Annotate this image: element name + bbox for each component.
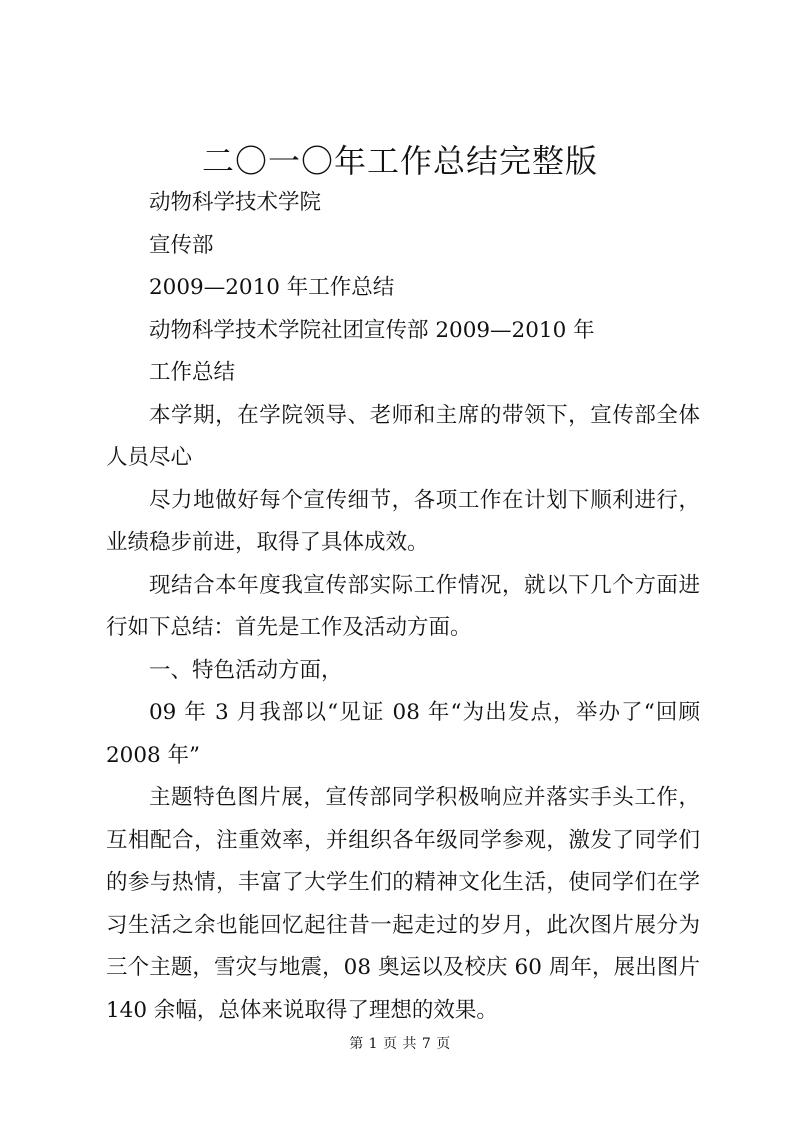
page-footer: 第 1 页 共 7 页: [349, 1036, 451, 1052]
paragraph-year-summary: 2009—2010 年工作总结: [149, 275, 395, 300]
paragraph-intro: 本学期，在学院领导、老师和主席的带领下，宣传部全体人员尽心: [106, 402, 700, 470]
paragraph-club-department: 动物科学技术学院社团宣传部 2009—2010 年: [149, 317, 595, 343]
paragraph-march-event: 09 年 3 月我部以“见证 08 年“为出发点，举办了“回顾 2008 年”: [106, 700, 700, 768]
document-title: 二〇一〇年工作总结完整版: [201, 142, 598, 180]
paragraph-department: 宣传部: [149, 232, 214, 258]
paragraph-college: 动物科学技术学院: [149, 190, 322, 215]
paragraph-effort: 尽力地做好每个宣传细节，各项工作在计划下顺利进行，业绩稳步前进，取得了具体成效。: [106, 487, 700, 555]
paragraph-overview: 现结合本年度我宣传部实际工作情况，就以下几个方面进行如下总结：首先是工作及活动方面。: [106, 572, 700, 640]
document-body: [106, 182, 700, 1032]
paragraph-work-summary: 工作总结: [149, 360, 236, 385]
paragraph-photo-exhibition: 主题特色图片展，宣传部同学积极响应并落实手头工作，互相配合，注重效率，并组织各年级同学参观，激发了同学们的参与热情，丰富了大学生们的精神文化生活，使同学们在学习生活之余也能回忆起往昔一起走过的岁月，此次图片展分为三个主题，雪灾与地震，08 奥运以及校庆 60 周年，展出图片 140 余幅，总体来说取得了理想的效果。: [106, 785, 700, 1023]
section-heading-special-activities: 一、特色活动方面，: [149, 657, 343, 683]
